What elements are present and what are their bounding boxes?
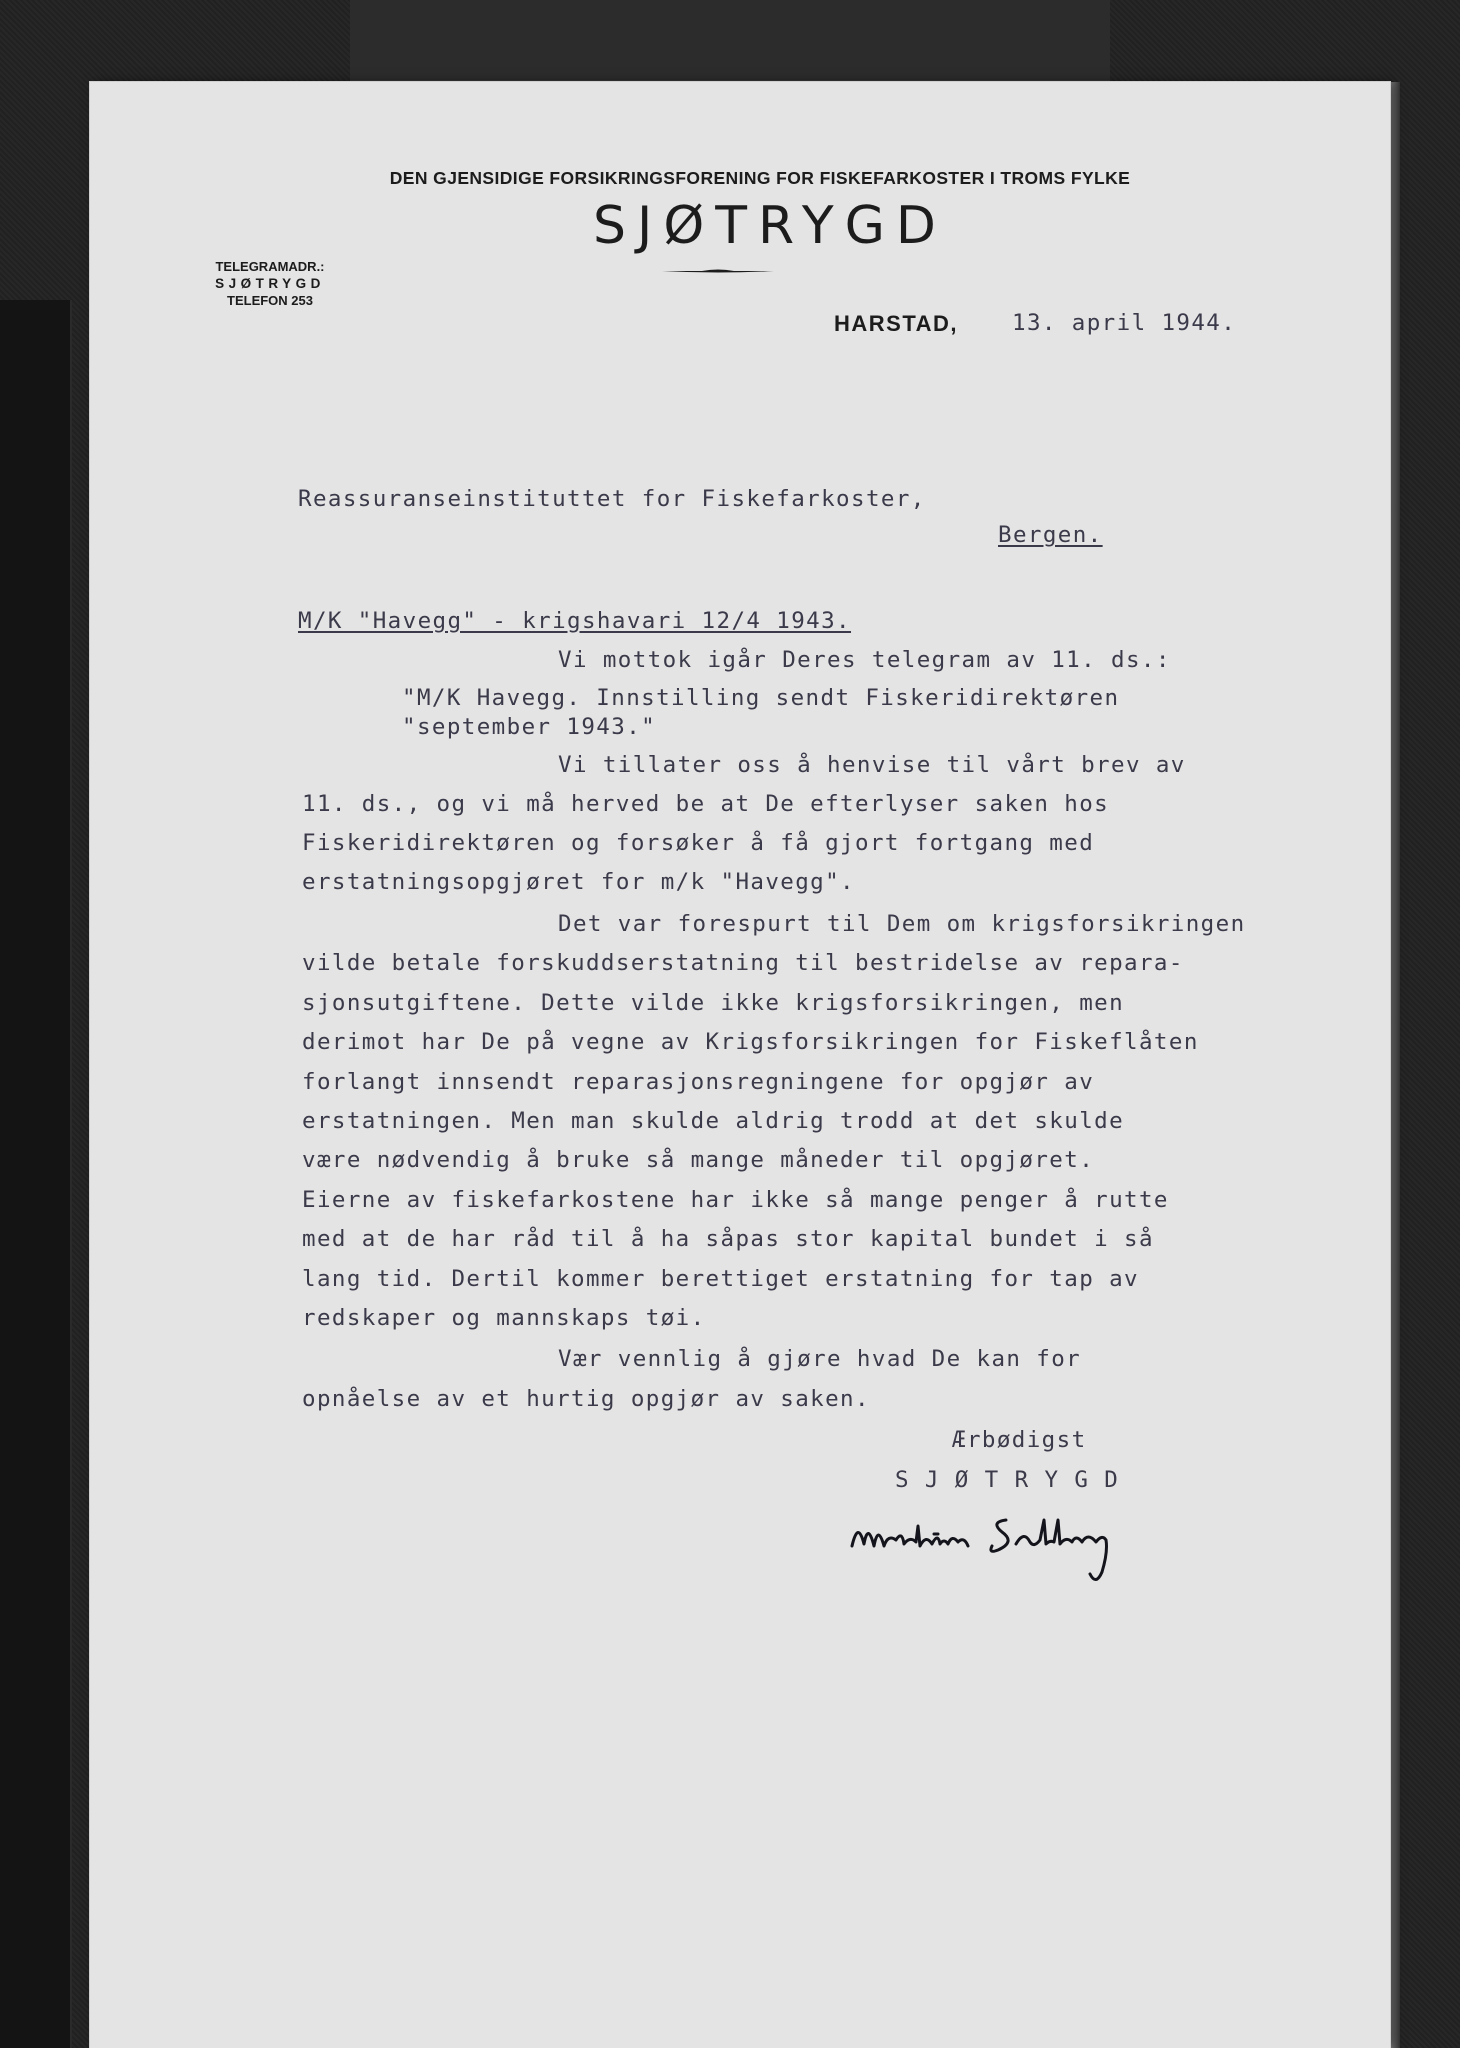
body-line: Fiskeridirektøren og forsøker å få gjort fortgang med — [302, 830, 1095, 856]
body-line: Eierne av fiskefarkostene har ikke så mange penger å rutte — [302, 1187, 1169, 1213]
body-line: Vi mottok igår Deres telegram av 11. ds.: — [558, 647, 1171, 673]
phone-number: TELEFON 253 — [227, 293, 313, 308]
body-line: lang tid. Dertil kommer berettiget erstatning for tap av — [302, 1266, 1139, 1292]
body-line: erstatningen. Men man skulde aldrig trodd at det skulde — [302, 1108, 1125, 1134]
body-line: forlangt innsendt reparasjonsregningene for opgjør av — [302, 1069, 1095, 1095]
letter-subject: M/K "Havegg" - krigshavari 12/4 1943. — [298, 608, 852, 634]
binder-top-strip — [350, 0, 1110, 82]
binder-edge — [0, 300, 72, 2048]
letterhead-ornament — [662, 268, 774, 274]
body-line: Vi tillater oss å henvise til vårt brev av — [558, 752, 1186, 778]
body-line: redskaper og mannskaps tøi. — [302, 1305, 706, 1331]
organization-name: DEN GJENSIDIGE FORSIKRINGSFORENING FOR FISKEFARKOSTER I TROMS FYLKE — [389, 168, 1131, 188]
handwritten-signature — [840, 1500, 1200, 1590]
body-line: være nødvendig å bruke så mange måneder til opgjøret. — [302, 1147, 1095, 1173]
recipient-name: Reassuranseinstituttet for Fiskefarkoster, — [298, 486, 926, 512]
letter-date: 13. april 1944. — [1012, 310, 1237, 336]
letter-sheet — [90, 82, 1390, 2048]
telegram-label: TELEGRAMADR.: — [215, 259, 325, 274]
body-line: "M/K Havegg. Innstilling sendt Fiskeridirektøren — [402, 685, 1120, 711]
body-line: "september 1943." — [402, 714, 657, 740]
telegram-address: SJØTRYGD — [215, 276, 325, 291]
body-line: sjonsutgiftene. Dette vilde ikke krigsforsikringen, men — [302, 990, 1125, 1016]
brand-logo: SJØTRYGD — [593, 196, 947, 256]
sender-name: S J Ø T R Y G D — [895, 1467, 1120, 1493]
body-line: Vær vennlig å gjøre hvad De kan for — [558, 1346, 1082, 1372]
closing-phrase: Ærbødigst — [952, 1427, 1087, 1453]
recipient-city: Bergen. — [998, 522, 1103, 548]
body-line: vilde betale forskuddserstatning til bestridelse av repara- — [302, 950, 1184, 976]
body-line: 11. ds., og vi må herved be at De efterlyser saken hos — [302, 791, 1110, 817]
body-line: Det var forespurt til Dem om krigsforsikringen — [558, 911, 1246, 937]
body-line: derimot har De på vegne av Krigsforsikringen for Fiskeflåten — [302, 1029, 1199, 1055]
body-line: erstatningsopgjøret for m/k "Havegg". — [302, 869, 856, 895]
place-name: HARSTAD, — [834, 311, 959, 336]
sheet-shadow — [1390, 82, 1400, 2048]
body-line: opnåelse av et hurtig opgjør av saken. — [302, 1386, 870, 1412]
body-line: med at de har råd til å ha såpas stor kapital bundet i så — [302, 1226, 1154, 1252]
